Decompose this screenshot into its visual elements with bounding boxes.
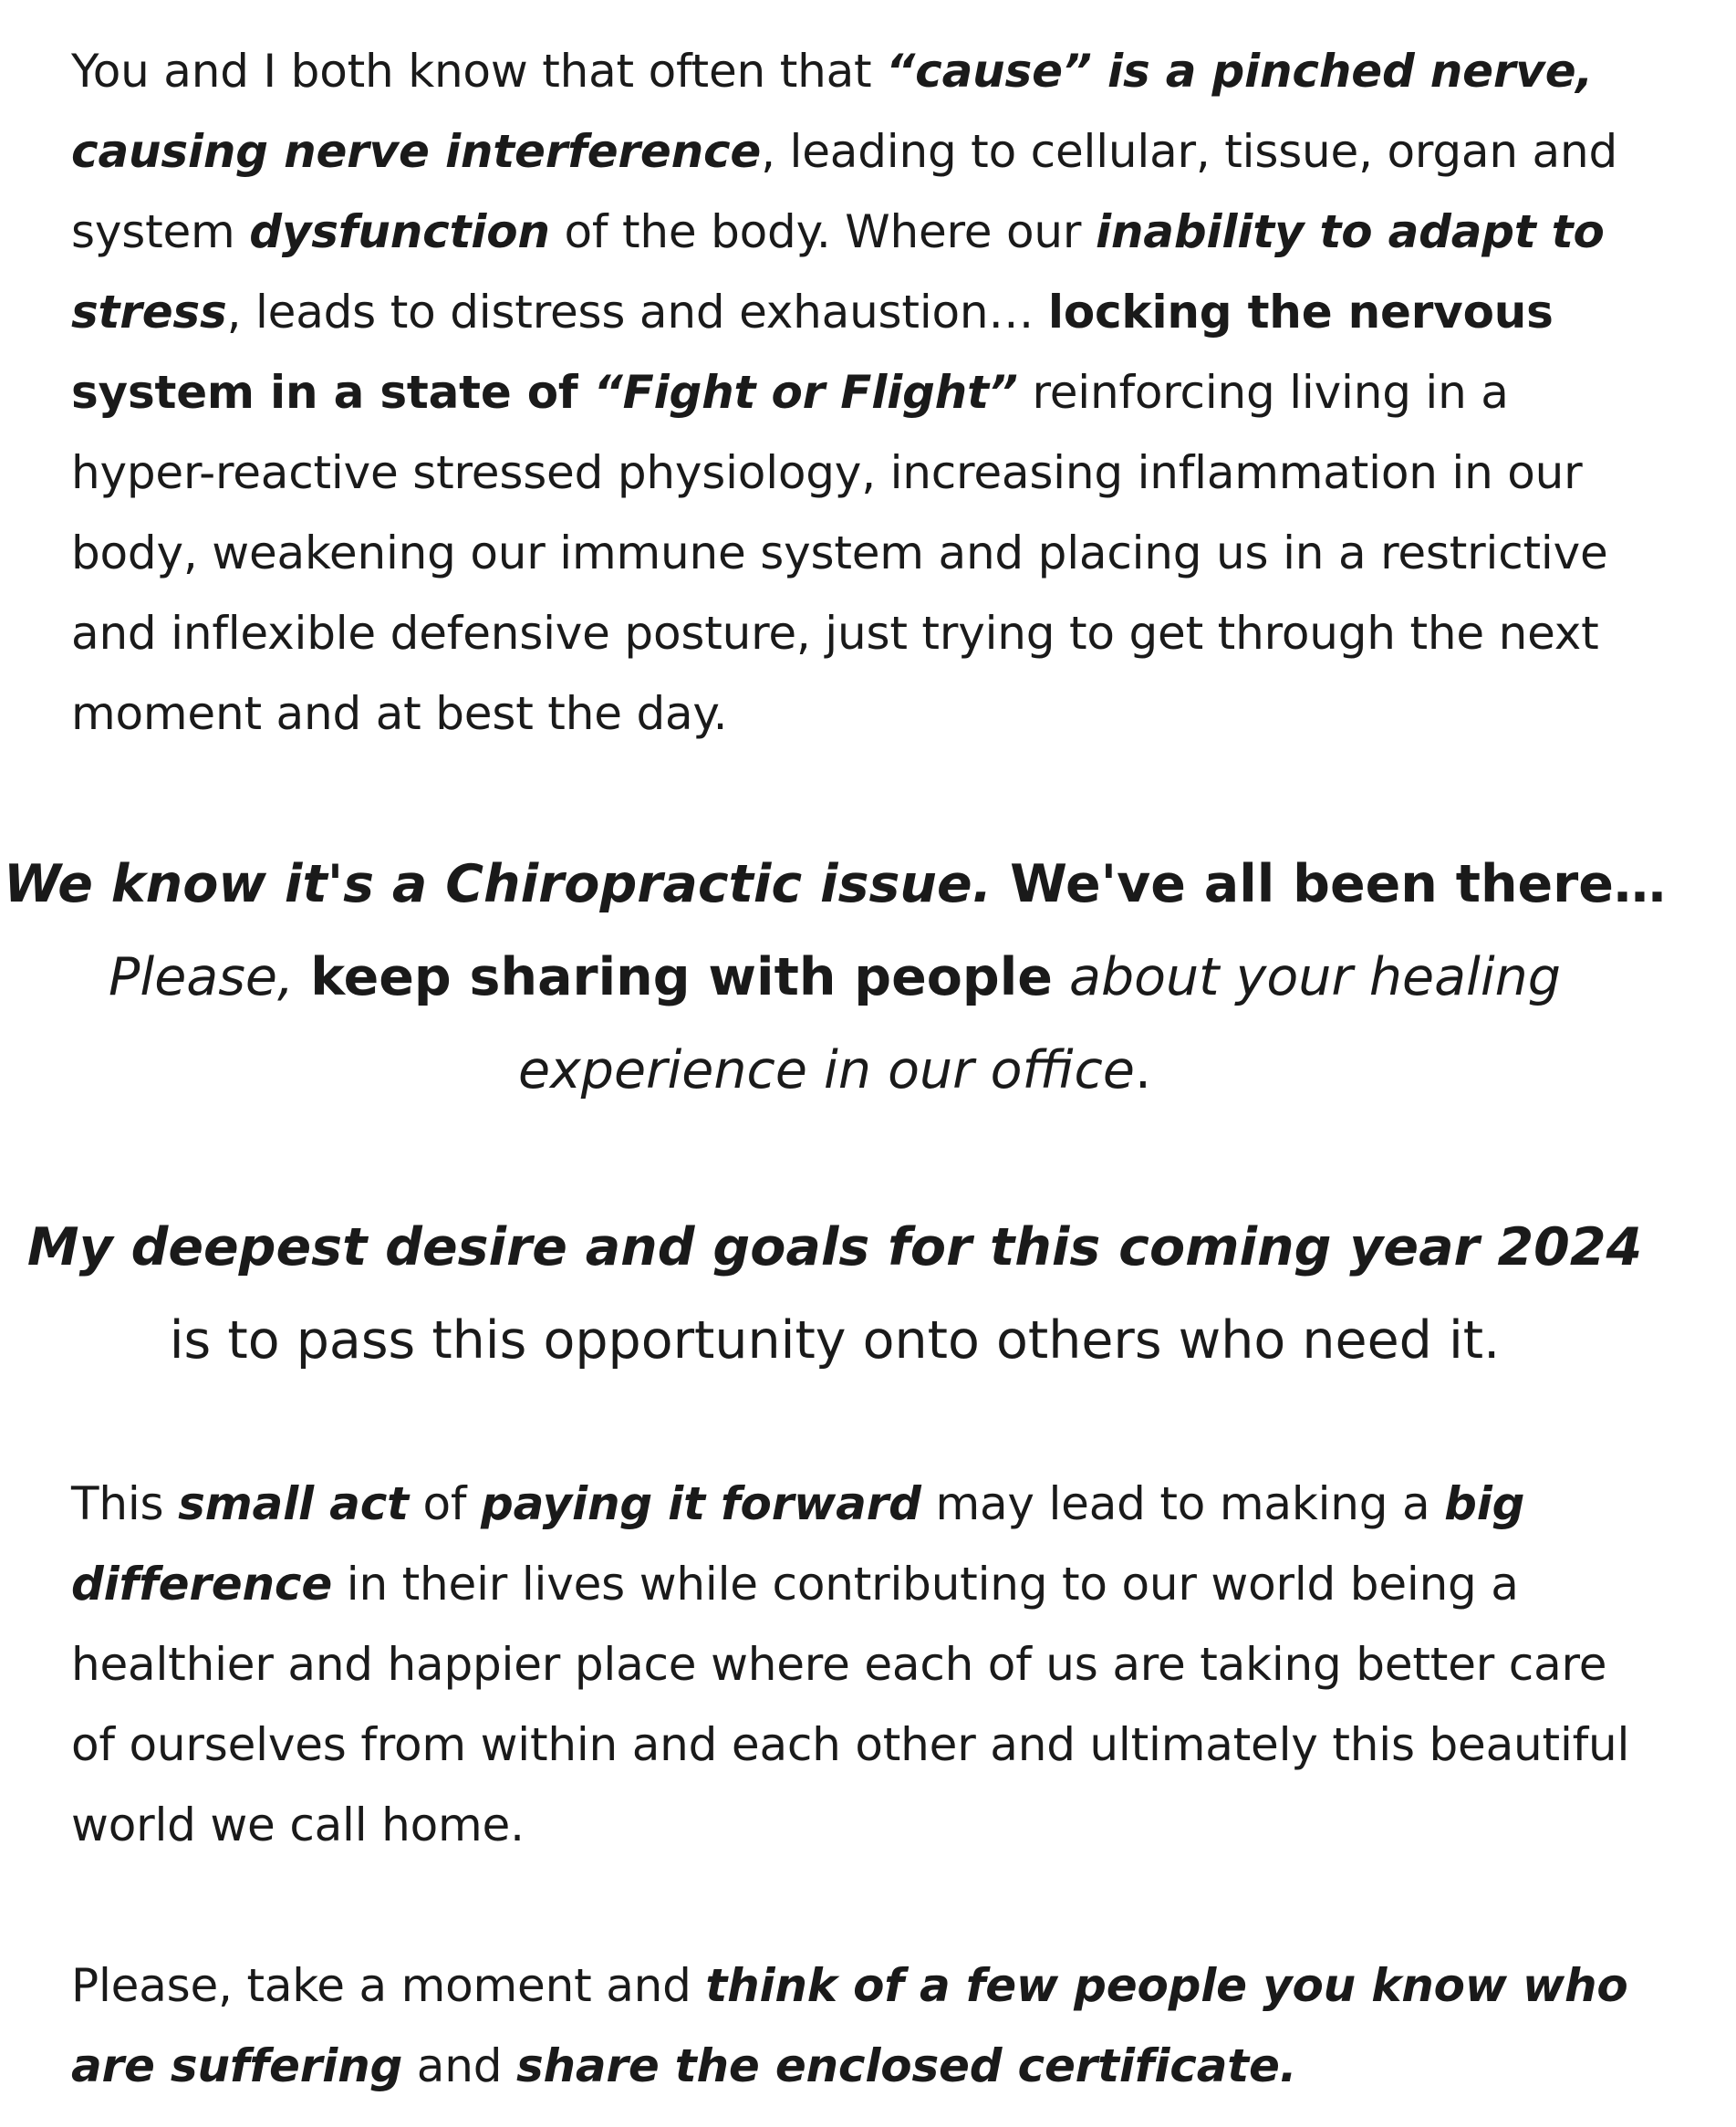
p1-emphasis-cause: “cause” is a pinched nerve, causing nerve interference	[71, 45, 1594, 178]
callout1-line1	[0, 838, 1669, 931]
callout1-period: .	[1134, 1040, 1152, 1100]
p1-text-5: reinforcing living in a hyper-reactive stressed physiology, increasing inflammation in our body, weakening our immune system and placing us in a restrictive and inflexible defensive posture, just trying to get through the next moment and at best the day.	[71, 366, 1608, 740]
p3-text-3: may lead to making a	[920, 1477, 1445, 1530]
p1-emphasis-inability: inability to adapt to stress	[71, 205, 1605, 339]
paragraph-paying-forward	[71, 1464, 1640, 1865]
callout1-experience: experience in our office	[517, 1040, 1135, 1100]
p3-emphasis-paying-forward: paying it forward	[481, 1477, 921, 1530]
callout1-bold-keep-sharing: keep sharing with people	[310, 947, 1053, 1007]
callout-chiropractic	[0, 838, 1669, 1117]
p3-emphasis-small-act: small act	[178, 1477, 409, 1530]
p4-text-2: and	[402, 2039, 516, 2092]
callout1-emphasis-issue: We know it's a Chiropractic issue.	[4, 854, 993, 914]
p3-text-1: This	[71, 1477, 179, 1530]
callout2-pass-opportunity: is to pass this opportunity onto others who need it.	[169, 1310, 1501, 1371]
p1-text-2: , leading to cellular, tissue, organ and system	[71, 125, 1617, 258]
p4-emphasis-share-certificate: share the enclosed certificate.	[515, 2039, 1297, 2092]
p3-emphasis-big-difference: big difference	[71, 1477, 1525, 1611]
callout1-bold-been-there: We've all been there…	[992, 854, 1666, 914]
p3-text-2: of	[408, 1477, 482, 1530]
p1-emphasis-dysfunction: dysfunction	[249, 205, 550, 258]
p3-text-4: in their lives while contributing to our world being a healthier and happier place where each of us are taking better care of ourselves from within and each other and ultimately this beautiful world we call home.	[71, 1558, 1630, 1851]
callout1-about-healing: about your healing	[1052, 947, 1561, 1007]
p1-emphasis-fight-flight: “Fight or Flight”	[593, 366, 1018, 419]
callout1-please: Please,	[109, 947, 311, 1007]
p4-text-1: Please, take a moment and	[71, 1959, 706, 2012]
p1-text-4: , leads to distress and exhaustion…	[226, 286, 1048, 339]
p4-emphasis-think-of-people: think of a few people you know who are suffering	[71, 1959, 1628, 2092]
paragraph-share-certificate	[71, 1945, 1640, 2106]
callout1-line3	[0, 1024, 1669, 1117]
callout-desire-2024	[0, 1201, 1669, 1387]
p1-text-3: of the body. Where our	[549, 205, 1096, 258]
paragraph-pinched-nerve	[71, 31, 1622, 754]
p1-bold-locking: locking the nervous system in a state of	[71, 286, 1554, 419]
callout2-emphasis-goals: My deepest desire and goals for this coming year 2024	[26, 1217, 1643, 1277]
p1-text-1: You and I both know that often that	[71, 45, 887, 98]
callout1-line2	[0, 931, 1669, 1024]
